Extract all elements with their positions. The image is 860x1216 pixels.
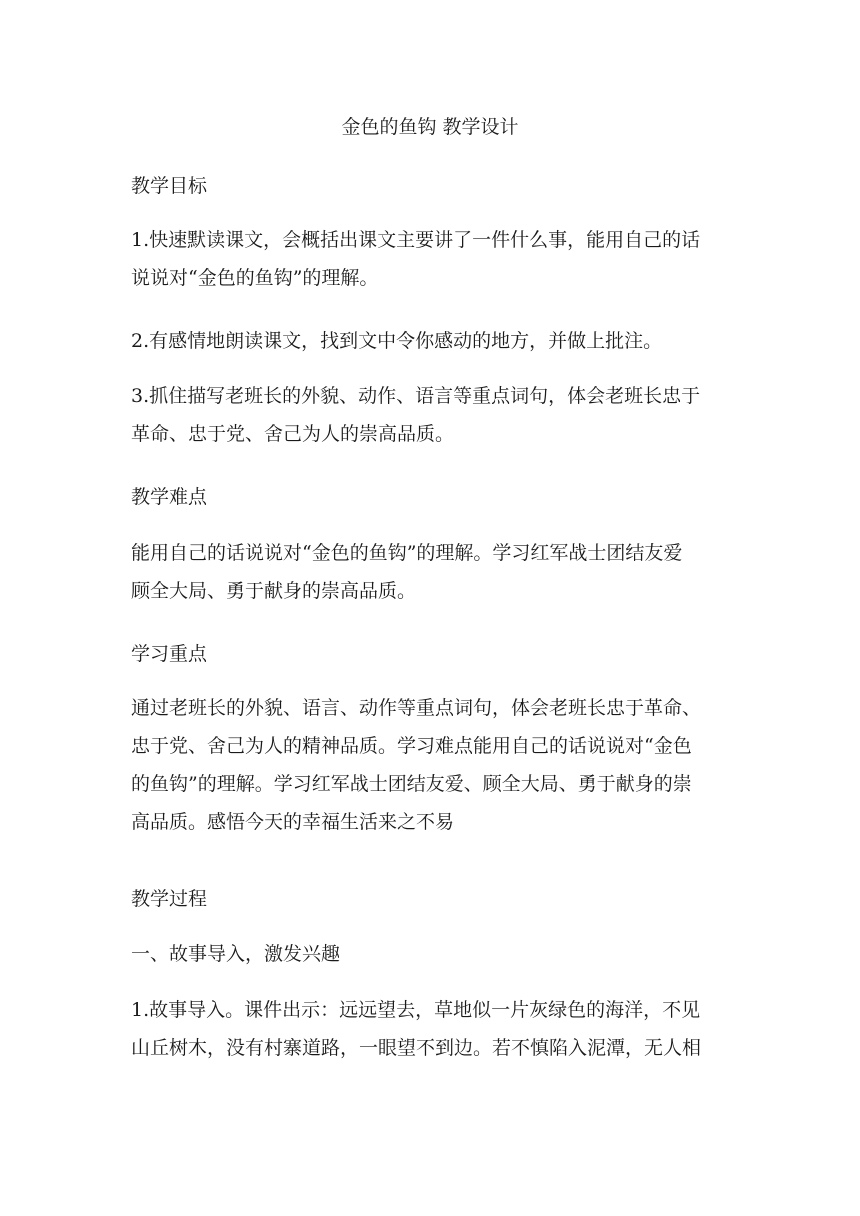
text-line: 2.有感情地朗读课文，找到文中令你感动的地方，并做上批注。 bbox=[131, 330, 663, 352]
text-line: 革命、忠于党、舍己为人的崇高品质。 bbox=[131, 423, 455, 445]
document-title: 金色的鱼钩 教学设计 bbox=[341, 116, 519, 138]
text-line: 1.故事导入。课件出示：远远望去，草地似一片灰绿色的海洋，不见 bbox=[131, 999, 701, 1021]
text-line: 说说对“金色的鱼钩”的理解。 bbox=[131, 267, 379, 289]
section-heading-process: 教学过程 bbox=[131, 888, 208, 910]
section-heading-difficulty: 教学难点 bbox=[131, 486, 208, 508]
section-heading-focus: 学习重点 bbox=[131, 643, 208, 665]
text-line: 高品质。感悟今天的幸福生活来之不易 bbox=[131, 811, 455, 833]
text-line: 忠于党、舍己为人的精神品质。学习难点能用自己的话说说对“金色 bbox=[131, 735, 692, 757]
section-heading-goals: 教学目标 bbox=[131, 175, 208, 197]
goal-item-1 bbox=[131, 221, 733, 297]
difficulty-paragraph bbox=[131, 534, 733, 610]
step-heading-1: 一、故事导入，激发兴趣 bbox=[131, 943, 341, 965]
text-line: 顾全大局、勇于献身的崇高品质。 bbox=[131, 580, 417, 602]
text-line: 3.抓住描写老班长的外貌、动作、语言等重点词句，体会老班长忠于 bbox=[131, 385, 701, 407]
goal-item-2 bbox=[131, 322, 733, 360]
text-line: 的鱼钩”的理解。学习红军战士团结友爱、顾全大局、勇于献身的崇 bbox=[131, 773, 692, 795]
text-line: 通过老班长的外貌、语言、动作等重点词句，体会老班长忠于革命、 bbox=[131, 697, 702, 719]
focus-paragraph bbox=[131, 689, 733, 841]
text-line: 能用自己的话说说对“金色的鱼钩”的理解。学习红军战士团结友爱 bbox=[131, 542, 683, 564]
text-line: 山丘树木，没有村寨道路，一眼望不到边。若不慎陷入泥潭，无人相 bbox=[131, 1037, 702, 1059]
goal-item-3 bbox=[131, 377, 733, 453]
step1-paragraph bbox=[131, 991, 733, 1067]
text-line: 1.快速默读课文，会概括出课文主要讲了一件什么事，能用自己的话 bbox=[131, 229, 701, 251]
